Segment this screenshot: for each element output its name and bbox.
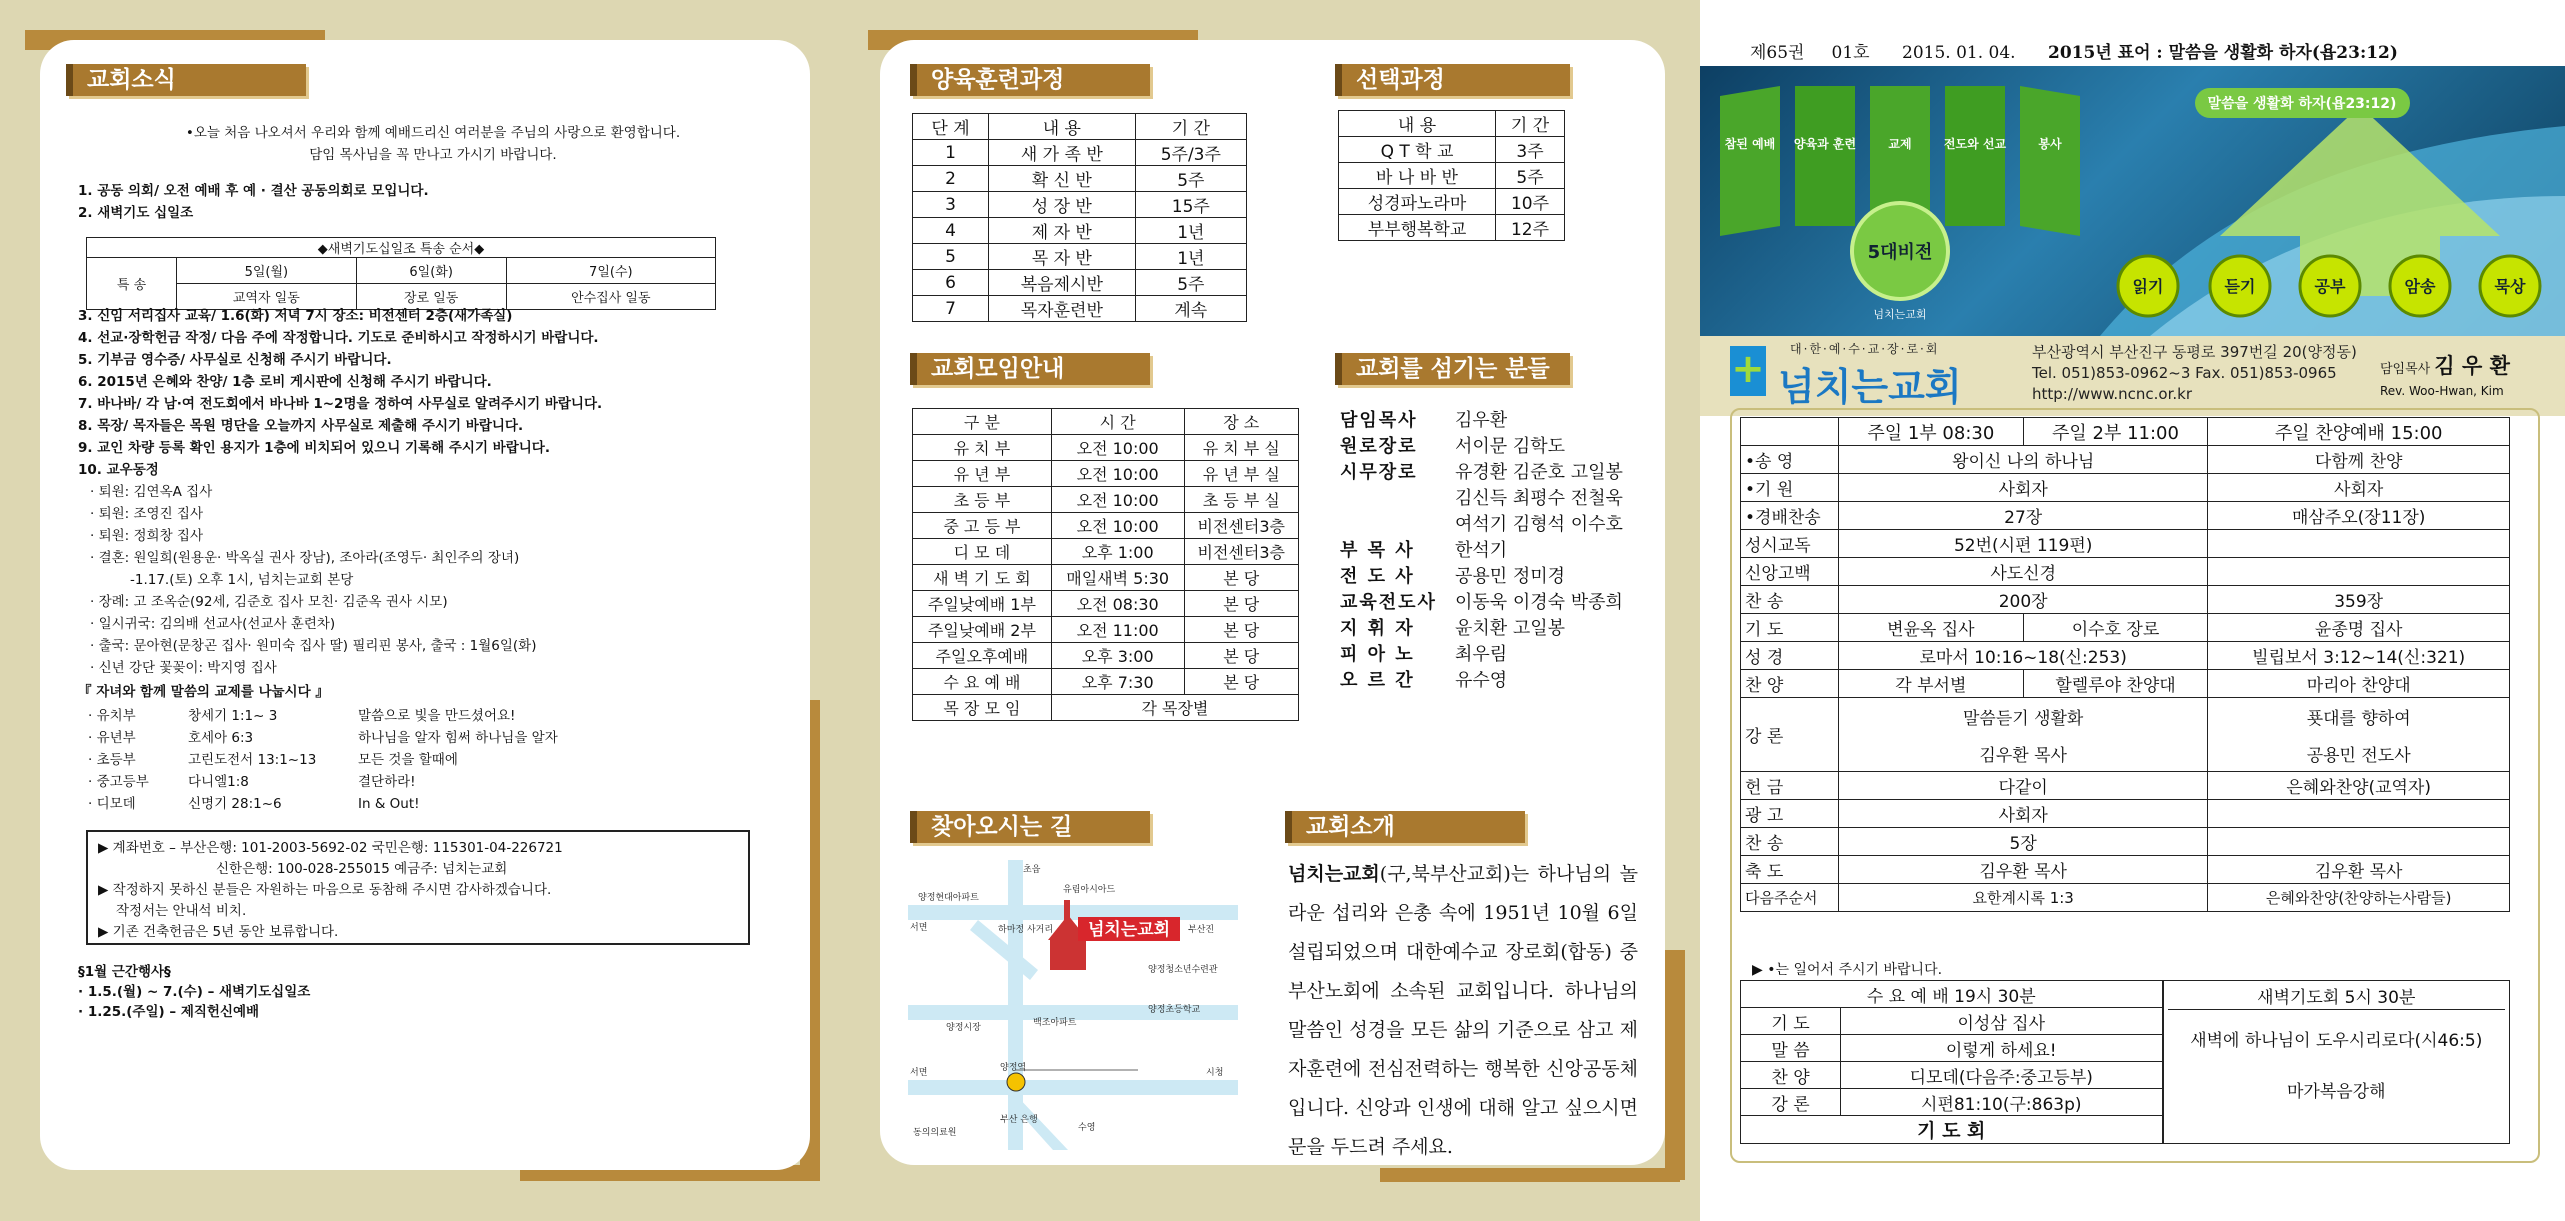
cell: 12주 — [1496, 215, 1565, 241]
news-item: 2. 새벽기도 십일조 — [78, 205, 194, 221]
notice-line: 신한은행: 100-028-255015 예금주: 넘치는교회 — [216, 861, 508, 877]
order-label: 성시교독 — [1741, 530, 1839, 558]
news-item: 3. 신임 서리집사 교육/ 1.6(화) 저녁 7시 장소: 비전센터 2층(새가족실) — [78, 308, 513, 324]
order-label: 기 도 — [1741, 1008, 1841, 1035]
cell: 5주 — [1135, 166, 1246, 192]
cell: 6 — [913, 270, 989, 296]
location-map — [908, 860, 1238, 1150]
church-info-bar — [1700, 336, 2565, 416]
section-title-intro: 교회소개 — [1285, 811, 1525, 843]
cell: 오전 11:00 — [1051, 617, 1184, 643]
order-cell — [2208, 800, 2510, 828]
order-cell: 요한계시록 1:3 — [1839, 884, 2208, 912]
role: 교육전도사 — [1340, 592, 1437, 613]
cell: 디 모 데 — [913, 539, 1052, 565]
monthly-item: · 1.5.(월) ~ 7.(수) – 새벽기도십일조 — [78, 984, 311, 1000]
cell: 오전 08:30 — [1051, 591, 1184, 617]
cell: 목 자 반 — [989, 244, 1136, 270]
habit-ball: 공부 — [2314, 277, 2346, 296]
order-cell: 마리아 찬양대 — [2208, 670, 2510, 698]
pastor-info — [2380, 350, 2510, 398]
order-label: 기 도 — [1741, 614, 1839, 642]
dawn-person: 장로 일동 — [356, 284, 506, 310]
word-dept: · 디모데 — [88, 796, 136, 812]
section-title-training: 양육훈련과정 — [910, 64, 1150, 96]
col-header: 기 간 — [1496, 111, 1565, 137]
map-church-label: 넘치는교회 — [1087, 920, 1171, 940]
notice-line: ▶ 기존 건축헌금은 5년 동안 보류합니다. — [98, 924, 339, 940]
dawn-cell — [2163, 981, 2510, 1144]
sermon-title: 푯대를 향하여 — [2306, 708, 2411, 729]
intro-church-name: 넘치는교회 — [1288, 863, 1380, 885]
role — [1340, 512, 1455, 538]
church-contact — [2032, 342, 2357, 405]
map-label: 시청 — [1206, 1068, 1224, 1078]
order-cell: 52번(시편 119편) — [1839, 530, 2208, 558]
pastor-name-en: Rev. Woo-Hwan, Kim — [2380, 384, 2504, 398]
meeting-table — [912, 408, 1299, 721]
map-label: 부산 은행 — [1000, 1115, 1038, 1125]
order-cell — [2208, 558, 2510, 586]
cell: 새 가 족 반 — [989, 140, 1136, 166]
cell: 2 — [913, 166, 989, 192]
cell: 목자훈련반 — [989, 296, 1136, 322]
order-label: 찬 양 — [1741, 670, 1839, 698]
news-item: 6. 2015년 은혜와 찬양/ 1층 로비 게시판에 신청해 주시기 바랍니다. — [78, 374, 492, 390]
col-header: 구 분 — [913, 409, 1052, 435]
order-cell: 윤종명 집사 — [2208, 614, 2510, 642]
map-label: 동의의료원 — [913, 1128, 957, 1138]
order-cell: 사도신경 — [1839, 558, 2208, 586]
word-verse: 호세아 6:3 — [188, 730, 254, 746]
sermon-cell — [1839, 698, 2208, 772]
order-label: 강 론 — [1741, 1089, 1841, 1116]
word-dept: · 유치부 — [88, 708, 136, 724]
order-label: 축 도 — [1741, 856, 1839, 884]
order-cell: 사회자 — [1839, 474, 2208, 502]
dawn-day: 7일(수) — [506, 258, 715, 284]
preacher: 공용민 전도사 — [2306, 745, 2411, 766]
order-cell — [2208, 828, 2510, 856]
order-cell: 27장 — [1839, 502, 2208, 530]
news-item: 9. 교인 차량 등록 확인 용지가 1층에 비치되어 있으니 기록해 주시기 바랍니다. — [78, 440, 550, 456]
order-label: 신앙고백 — [1741, 558, 1839, 586]
word-theme: 모든 것을 할때에 — [358, 752, 458, 768]
standing-note: ▶ •는 일어서 주시기 바랍니다. — [1752, 962, 1943, 978]
names: 최우림 — [1455, 644, 1508, 665]
col-header: 장 소 — [1184, 409, 1298, 435]
order-label: 찬 송 — [1741, 828, 1839, 856]
word-verse: 신명기 28:1~6 — [188, 796, 282, 812]
names: 유경환 김준호 고일봉 — [1455, 462, 1623, 483]
cell: 10주 — [1496, 189, 1565, 215]
cell: 중 고 등 부 — [913, 513, 1052, 539]
cell: 주일낮예배 2부 — [913, 617, 1052, 643]
phone: Tel. 051)853-0962~3 Fax. 051)853-0965 — [2032, 364, 2337, 382]
cell: 3주 — [1496, 137, 1565, 163]
order-cell: 할렐루야 찬양대 — [2023, 670, 2208, 698]
word-table — [84, 705, 562, 815]
issue-number: 01호 — [1831, 43, 1870, 63]
role: 원로장로 — [1340, 436, 1418, 457]
word-theme: 말씀으로 빛을 만드셨어요! — [358, 708, 516, 724]
cell: 7 — [913, 296, 989, 322]
order-cell: 이수호 장로 — [2023, 614, 2208, 642]
news-item: 10. 교우동정 — [78, 462, 159, 478]
role: 피 아 노 — [1340, 644, 1415, 665]
word-title: 『 자녀와 함께 말씀의 교제를 나눕시다 』 — [78, 684, 329, 700]
news-item: · 출국: 문아현(문창곤 집사· 원미숙 집사 딸) 필리핀 봉사, 출국 : 1월6일(화) — [90, 638, 537, 654]
cell: 유 치 부 — [913, 435, 1052, 461]
dawn-tithe-table — [86, 237, 716, 310]
order-cell: 사회자 — [1839, 800, 2208, 828]
role: 시무장로 — [1340, 462, 1418, 483]
word-dept: · 중고등부 — [88, 774, 149, 790]
cell: 3 — [913, 192, 989, 218]
pastor-label: 담임목사 — [2380, 362, 2431, 377]
deco-bar — [1665, 950, 1685, 1180]
cell: 유 년 부 — [913, 461, 1052, 487]
news-item: 1. 공동 의회/ 오전 예배 후 예 · 결산 공동의회로 모입니다. — [78, 183, 429, 199]
sermon-title: 말씀듣기 생활화 — [1962, 708, 2084, 729]
cell: 초 등 부 실 — [1184, 487, 1298, 513]
cell: 오전 10:00 — [1051, 513, 1184, 539]
role — [1340, 486, 1455, 512]
col-header: 기 간 — [1135, 114, 1246, 140]
cell: 본 당 — [1184, 617, 1298, 643]
names: 서이문 김학도 — [1455, 436, 1566, 457]
word-verse: 창세기 1:1~ 3 — [188, 708, 278, 724]
names: 공용민 정미경 — [1455, 566, 1566, 587]
sermon-cell — [2208, 698, 2510, 772]
map-label: 양정초등학교 — [1148, 1005, 1201, 1015]
dawn-series: 마가복음강해 — [2286, 1082, 2386, 1102]
cell: 주일오후예배 — [913, 643, 1052, 669]
names: 김신득 최평수 전철욱 — [1455, 488, 1623, 509]
cell: 성 장 반 — [989, 192, 1136, 218]
names: 한석기 — [1455, 540, 1508, 561]
order-cell: 5장 — [1839, 828, 2208, 856]
section-title-servers: 교회를 섬기는 분들 — [1335, 353, 1570, 385]
wed-header: 수 요 예 배 19시 30분 — [1741, 981, 2163, 1008]
cell: 부부행복학교 — [1339, 215, 1496, 241]
order-label: 성 경 — [1741, 642, 1839, 670]
banner-arrow-text: 말씀을 생활화 하자(욥23:12) — [2207, 96, 2397, 112]
cell: 수 요 예 배 — [913, 669, 1052, 695]
order-label: 찬 송 — [1741, 586, 1839, 614]
order-cell: 은혜와찬양(찬양하는사람들) — [2208, 884, 2510, 912]
prayer-meeting: 기 도 회 — [1741, 1116, 2163, 1144]
cell: 5주 — [1135, 270, 1246, 296]
news-item: · 장례: 고 조옥순(92세, 김준호 집사 모친· 김준옥 권사 시모) — [90, 594, 448, 610]
section-title-elective: 선택과정 — [1335, 64, 1570, 96]
news-body-2 — [78, 305, 788, 703]
map-label: 양정청소년수련관 — [1148, 965, 1218, 975]
names: 여석기 김형석 이수호 — [1455, 514, 1623, 535]
order-cell: 각 부서별 — [1839, 670, 2024, 698]
pillar-label: 양육과 훈련 — [1793, 137, 1857, 151]
cell: Q T 학 교 — [1339, 137, 1496, 163]
news-item: · 퇴원: 정희창 집사 — [90, 528, 204, 544]
order-cell: 로마서 10:16~18(신:253) — [1839, 642, 2208, 670]
pillar-label: 교제 — [1888, 137, 1912, 151]
order-cell: 빌립보서 3:12~14(신:321) — [2208, 642, 2510, 670]
order-cell: 이렇게 하세요! — [1841, 1035, 2163, 1062]
cell: 오후 7:30 — [1051, 669, 1184, 695]
map-label: 하마정 사거리 — [998, 925, 1054, 935]
cell: 복음제시반 — [989, 270, 1136, 296]
map-label: 초읍 — [1023, 865, 1041, 875]
names: 김우환 — [1455, 410, 1508, 431]
order-cell — [2208, 530, 2510, 558]
cell: 본 당 — [1184, 565, 1298, 591]
cell: 계속 — [1135, 296, 1246, 322]
church-intro — [1288, 855, 1638, 1167]
map-label: 양정시장 — [946, 1023, 981, 1033]
order-cell: 변윤옥 집사 — [1839, 614, 2024, 642]
names: 유수영 — [1455, 670, 1508, 691]
service-header: 주일 찬양예배 15:00 — [2208, 418, 2510, 446]
news-item: 7. 바나바/ 각 남·여 전도회에서 바나바 1~2명을 정하여 사무실로 알려주시기 바랍니다. — [78, 396, 603, 412]
cell: 오전 10:00 — [1051, 435, 1184, 461]
map-label: 서면 — [910, 923, 928, 933]
welcome-line: •오늘 처음 나오셔서 우리와 함께 예배드리신 여러분을 주님의 사랑으로 환영합니다. — [185, 125, 681, 141]
map-label: 유림아시아드 — [1063, 885, 1116, 895]
cell: 오후 3:00 — [1051, 643, 1184, 669]
cell: 본 당 — [1184, 669, 1298, 695]
pillar-label: 봉사 — [2038, 137, 2062, 151]
deco-bar — [1380, 1168, 1680, 1182]
order-cell: 김우환 목사 — [2208, 856, 2510, 884]
monthly-item: · 1.25.(주일) – 제직헌신예배 — [78, 1004, 260, 1020]
order-cell: 다함께 찬양 — [2208, 446, 2510, 474]
section-title-meetings: 교회모임안내 — [910, 353, 1150, 385]
cell: 1년 — [1135, 218, 1246, 244]
volume: 제65권 — [1750, 43, 1805, 63]
cell: 5 — [913, 244, 989, 270]
news-item: · 퇴원: 김연옥A 집사 — [90, 484, 213, 500]
order-label: •기 원 — [1741, 474, 1839, 502]
dawn-row-label: 특 송 — [87, 258, 177, 310]
role: 담임목사 — [1340, 410, 1418, 431]
order-cell: 은혜와찬양(교역자) — [2208, 772, 2510, 800]
pillar-label: 전도와 선교 — [1943, 137, 2007, 151]
map-label: 수영 — [1078, 1123, 1096, 1133]
news-body — [78, 122, 788, 224]
order-label: 말 씀 — [1741, 1035, 1841, 1062]
training-table — [912, 113, 1247, 322]
section-title-news: 교회소식 — [66, 64, 306, 96]
cell: 제 자 반 — [989, 218, 1136, 244]
news-item: 8. 목장/ 목자들은 목원 명단을 오늘까지 사무실로 제출해 주시기 바랍니다. — [78, 418, 524, 434]
cell: 초 등 부 — [913, 487, 1052, 513]
col-header: 내 용 — [989, 114, 1136, 140]
news-item: · 신년 강단 꽃꽂이: 박지영 집사 — [90, 660, 277, 676]
dawn-table-title: ◆새벽기도십일조 특송 순서◆ — [87, 238, 716, 258]
cell: 확 신 반 — [989, 166, 1136, 192]
role: 오 르 간 — [1340, 670, 1415, 691]
cell: 오전 10:00 — [1051, 461, 1184, 487]
map-label: 서면 — [910, 1068, 928, 1078]
word-verse: 다니엘1:8 — [188, 774, 249, 790]
church-name: 넘치는교회 — [1778, 365, 1962, 409]
weekday-table — [1740, 980, 2510, 1144]
servers-list — [1340, 408, 1623, 694]
cell: 비전센터3층 — [1184, 513, 1298, 539]
role: 전 도 사 — [1340, 566, 1415, 587]
cell: 주일낮예배 1부 — [913, 591, 1052, 617]
notice-line: ▶ 작정하지 못하신 분들은 자원하는 마음으로 동참해 주시면 감사하겠습니다. — [98, 882, 552, 898]
cell: 유 년 부 실 — [1184, 461, 1298, 487]
dawn-day: 5일(월) — [177, 258, 357, 284]
news-item: -1.17.(토) 오후 1시, 넘치는교회 본당 — [130, 572, 354, 588]
preacher: 김우환 목사 — [1979, 745, 2067, 766]
order-cell: 디모데(다음주:중고등부) — [1841, 1062, 2163, 1089]
word-verse: 고린도전서 13:1~13 — [188, 752, 317, 768]
cell: 성경파노라마 — [1339, 189, 1496, 215]
notice-line: 작정서는 안내석 비치. — [116, 903, 247, 919]
cell: 새 벽 기 도 회 — [913, 565, 1052, 591]
church-logo-icon: + — [1730, 346, 1766, 396]
cell: 오후 1:00 — [1051, 539, 1184, 565]
cell: 본 당 — [1184, 643, 1298, 669]
cell: 바 나 바 반 — [1339, 163, 1496, 189]
section-title-directions: 찾아오시는 길 — [910, 811, 1150, 843]
cell: 목 장 모 임 — [913, 695, 1052, 721]
names: 윤치환 고일봉 — [1455, 618, 1566, 639]
cell: 각 목장별 — [1051, 695, 1298, 721]
order-label: •경배찬송 — [1741, 502, 1839, 530]
dawn-person: 교역자 일동 — [177, 284, 357, 310]
order-cell: 시편81:10(구:863p) — [1841, 1089, 2163, 1116]
col-header: 시 간 — [1051, 409, 1184, 435]
service-header: 주일 1부 08:30 — [1839, 418, 2024, 446]
order-cell: 사회자 — [2208, 474, 2510, 502]
news-item: 5. 기부금 영수증/ 사무실로 신청해 주시기 바랍니다. — [78, 352, 392, 368]
cell: 매일새벽 5:30 — [1051, 565, 1184, 591]
order-cell: 왕이신 나의 하나님 — [1839, 446, 2208, 474]
news-item: 4. 선교·장학헌금 작정/ 다음 주에 작정합니다. 기도로 준비하시고 작정하시기 바랍니다. — [78, 330, 599, 346]
dawn-verse: 새벽에 하나님이 도우시리로다(시46:5) — [2190, 1031, 2483, 1051]
word-theme: 하나님을 알자 힘써 하나님을 알자 — [358, 730, 558, 746]
pastor-name: 김 우 환 — [2434, 354, 2510, 378]
cell: 5주/3주 — [1135, 140, 1246, 166]
cell: 본 당 — [1184, 591, 1298, 617]
vision-label: 5대비전 — [1867, 242, 1933, 263]
map-label: 백조아파트 — [1033, 1018, 1077, 1028]
year-motto: 2015년 표어 : 말씀을 생활화 하자(욥23:12) — [2048, 43, 2398, 63]
notice-line: ▶ 계좌번호 – 부산은행: 101-2003-5692-02 국민은행: 115301-04-226721 — [98, 840, 563, 856]
role: 지 휘 자 — [1340, 618, 1415, 639]
monthly-title: §1월 근간행사§ — [78, 964, 171, 980]
order-label: 헌 금 — [1741, 772, 1839, 800]
cell: 15주 — [1135, 192, 1246, 218]
cell: 유 치 부 실 — [1184, 435, 1298, 461]
notice-box — [86, 830, 750, 945]
address: 부산광역시 부산진구 동평로 397번길 20(양정동) — [2032, 343, 2357, 361]
cell: 비전센터3층 — [1184, 539, 1298, 565]
pillar-label: 참된 예배 — [1724, 137, 1776, 151]
welcome-line: 담임 목사님을 꼭 만나고 가시기 바랍니다. — [309, 147, 557, 163]
word-dept: · 유년부 — [88, 730, 136, 746]
order-cell: 359장 — [2208, 586, 2510, 614]
cell: 4 — [913, 218, 989, 244]
website[interactable]: http://www.ncnc.or.kr — [2032, 385, 2193, 403]
order-cell: 김우환 목사 — [1839, 856, 2208, 884]
service-header: 주일 2부 11:00 — [2023, 418, 2208, 446]
news-item: · 결혼: 원일희(원용운· 박옥실 권사 장남), 조아라(조영두· 최인주의 장녀) — [90, 550, 520, 566]
habit-ball: 듣기 — [2224, 277, 2256, 296]
order-label: 찬 양 — [1741, 1062, 1841, 1089]
order-cell: 매삼주오(장11장) — [2208, 502, 2510, 530]
order-label: 강 론 — [1741, 698, 1839, 772]
order-label: 다음주순서 — [1741, 884, 1839, 912]
news-item: · 일시귀국: 김의배 선교사(선교사 훈련차) — [90, 616, 336, 632]
service-order-table — [1740, 417, 2510, 912]
cell: 오전 10:00 — [1051, 487, 1184, 513]
cell: 1 — [913, 140, 989, 166]
word-theme: In & Out! — [358, 796, 420, 812]
order-cell: 200장 — [1839, 586, 2208, 614]
dawn-day: 6일(화) — [356, 258, 506, 284]
word-dept: · 초등부 — [88, 752, 136, 768]
order-label: 광 고 — [1741, 800, 1839, 828]
banner-church-label: 넘치는교회 — [1873, 308, 1927, 321]
habit-ball: 읽기 — [2132, 277, 2164, 296]
map-label: 부산진 — [1188, 925, 1215, 935]
col-header: 단 계 — [913, 114, 989, 140]
dawn-person: 안수집사 일동 — [506, 284, 715, 310]
issue-line — [1750, 38, 2398, 63]
intro-text: (구,북부산교회)는 하나님의 놀라운 섭리와 은총 속에 1951년 10월 6일 설립되었으며 대한예수교 장로회(합동) 중부산노회에 소속된 교회입니다. 하나님의 말씀인 성경을 모든 삶의 기준으로 삼고 제자훈련에 전심전력하는 행복한 신앙공동체입니다. 신앙과 인생에 대해 알고 싶으시면 문을 두드려 주세요. — [1288, 863, 1638, 1158]
word-theme: 결단하라! — [358, 774, 416, 790]
elective-table — [1338, 110, 1565, 241]
order-cell: 이성삼 집사 — [1841, 1008, 2163, 1035]
habit-ball: 암송 — [2404, 277, 2436, 296]
monthly-events — [78, 962, 788, 1022]
role: 부 목 사 — [1340, 540, 1415, 561]
names: 이동욱 이경숙 박종희 — [1455, 592, 1623, 613]
order-cell: 다같이 — [1839, 772, 2208, 800]
denomination: 대·한·예·수·교·장·로·회 — [1790, 342, 1940, 356]
order-label: •송 영 — [1741, 446, 1839, 474]
cell: 5주 — [1496, 163, 1565, 189]
cell: 1년 — [1135, 244, 1246, 270]
issue-date: 2015. 01. 04. — [1902, 43, 2016, 63]
dawn-header: 새벽기도회 5시 30분 — [2168, 983, 2505, 1010]
col-header: 내 용 — [1339, 111, 1496, 137]
vision-banner — [1700, 66, 2565, 336]
habit-ball: 묵상 — [2494, 277, 2526, 296]
map-label: 양정역 — [1000, 1063, 1027, 1073]
news-item: · 퇴원: 조영진 집사 — [90, 506, 204, 522]
map-label: 양정현대아파트 — [918, 893, 979, 903]
